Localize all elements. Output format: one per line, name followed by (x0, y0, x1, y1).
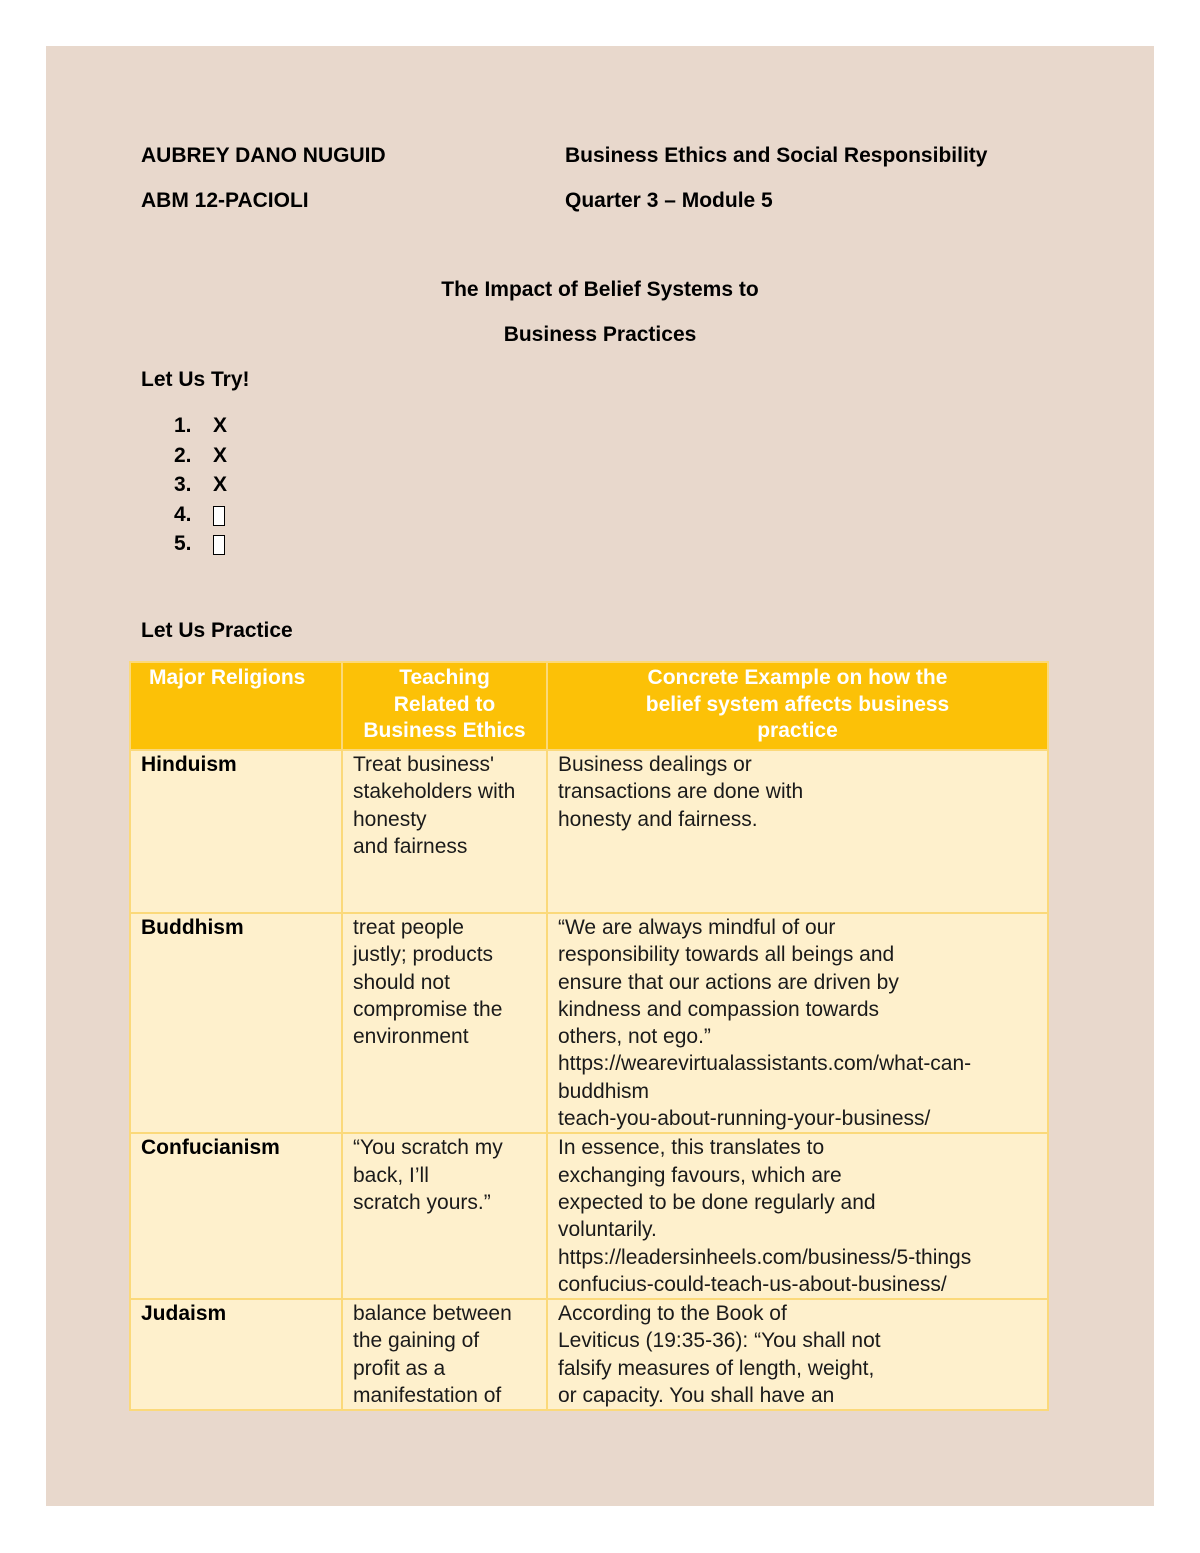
religions-table (129, 661, 1049, 1411)
student-name: AUBREY DANO NUGUID (141, 144, 386, 167)
list-item: 2. X (174, 443, 228, 467)
teaching-cell: “You scratch my back, I’ll scratch yours.” (342, 1133, 547, 1299)
missing-glyph-box-icon (213, 506, 225, 526)
missing-glyph-box-icon (213, 535, 225, 555)
table-header-row (130, 662, 1048, 750)
example-cell: According to the Book of Leviticus (19:35-36): “You shall not falsify measures of length, weight, or capacity. You shall have an (547, 1299, 1048, 1410)
column-header-teaching: Teaching Related to Business Ethics (342, 662, 547, 750)
document-page (46, 46, 1154, 1506)
example-cell: In essence, this translates to exchanging favours, which are expected to be done regularly and voluntarily. https://leadersinheels.com/business/5-things confucius-could-teach-us-about-business/ (547, 1133, 1048, 1299)
module-label: Quarter 3 – Module 5 (565, 189, 773, 212)
list-item: 1. X (174, 414, 228, 437)
list-item: 4. (174, 502, 227, 532)
example-cell: Business dealings or transactions are done with honesty and fairness. (547, 750, 1048, 913)
column-header-example: Concrete Example on how the belief system affects business practice (547, 662, 1048, 750)
let-us-try-heading: Let Us Try! (141, 368, 250, 391)
table-row (130, 913, 1048, 1133)
subject-title: Business Ethics and Social Responsibility (565, 144, 988, 167)
list-item: 5. (174, 531, 227, 561)
list-item: 3. X (174, 473, 228, 496)
teaching-cell: Treat business' stakeholders with honesty and fairness (342, 750, 547, 913)
student-section: ABM 12-PACIOLI (141, 189, 309, 212)
let-us-try-answers (174, 413, 227, 561)
religion-cell: Judaism (130, 1299, 342, 1410)
column-header-religions: Major Religions (130, 662, 342, 750)
source-link: buddhism (558, 1079, 650, 1103)
source-link: teach-you-about-running-your-business/ (558, 1107, 931, 1131)
religion-cell: Hinduism (130, 750, 342, 913)
source-link: https://wearevirtualassistants.com/what-can- (558, 1052, 972, 1076)
table-row (130, 1133, 1048, 1299)
source-link: confucius-could-teach-us-about-business/ (558, 1272, 947, 1296)
table-row (130, 1299, 1048, 1410)
let-us-practice-heading: Let Us Practice (141, 619, 293, 642)
religion-cell: Confucianism (130, 1133, 342, 1299)
document-title-line1: The Impact of Belief Systems to (441, 278, 759, 301)
teaching-cell: balance between the gaining of profit as a manifestation of (342, 1299, 547, 1410)
teaching-cell: treat people justly; products should not compromise the environment (342, 913, 547, 1133)
example-cell: “We are always mindful of our responsibility towards all beings and ensure that our actions are driven by kindness and compassion towards others, not ego.” https://wearevirtualassistants.com/what-can- buddhism teach-you-about-running-your-business/ (547, 913, 1048, 1133)
table-row (130, 750, 1048, 913)
religion-cell: Buddhism (130, 913, 342, 1133)
document-title-line2: Business Practices (503, 323, 697, 346)
source-link: https://leadersinheels.com/business/5-things (558, 1245, 972, 1269)
